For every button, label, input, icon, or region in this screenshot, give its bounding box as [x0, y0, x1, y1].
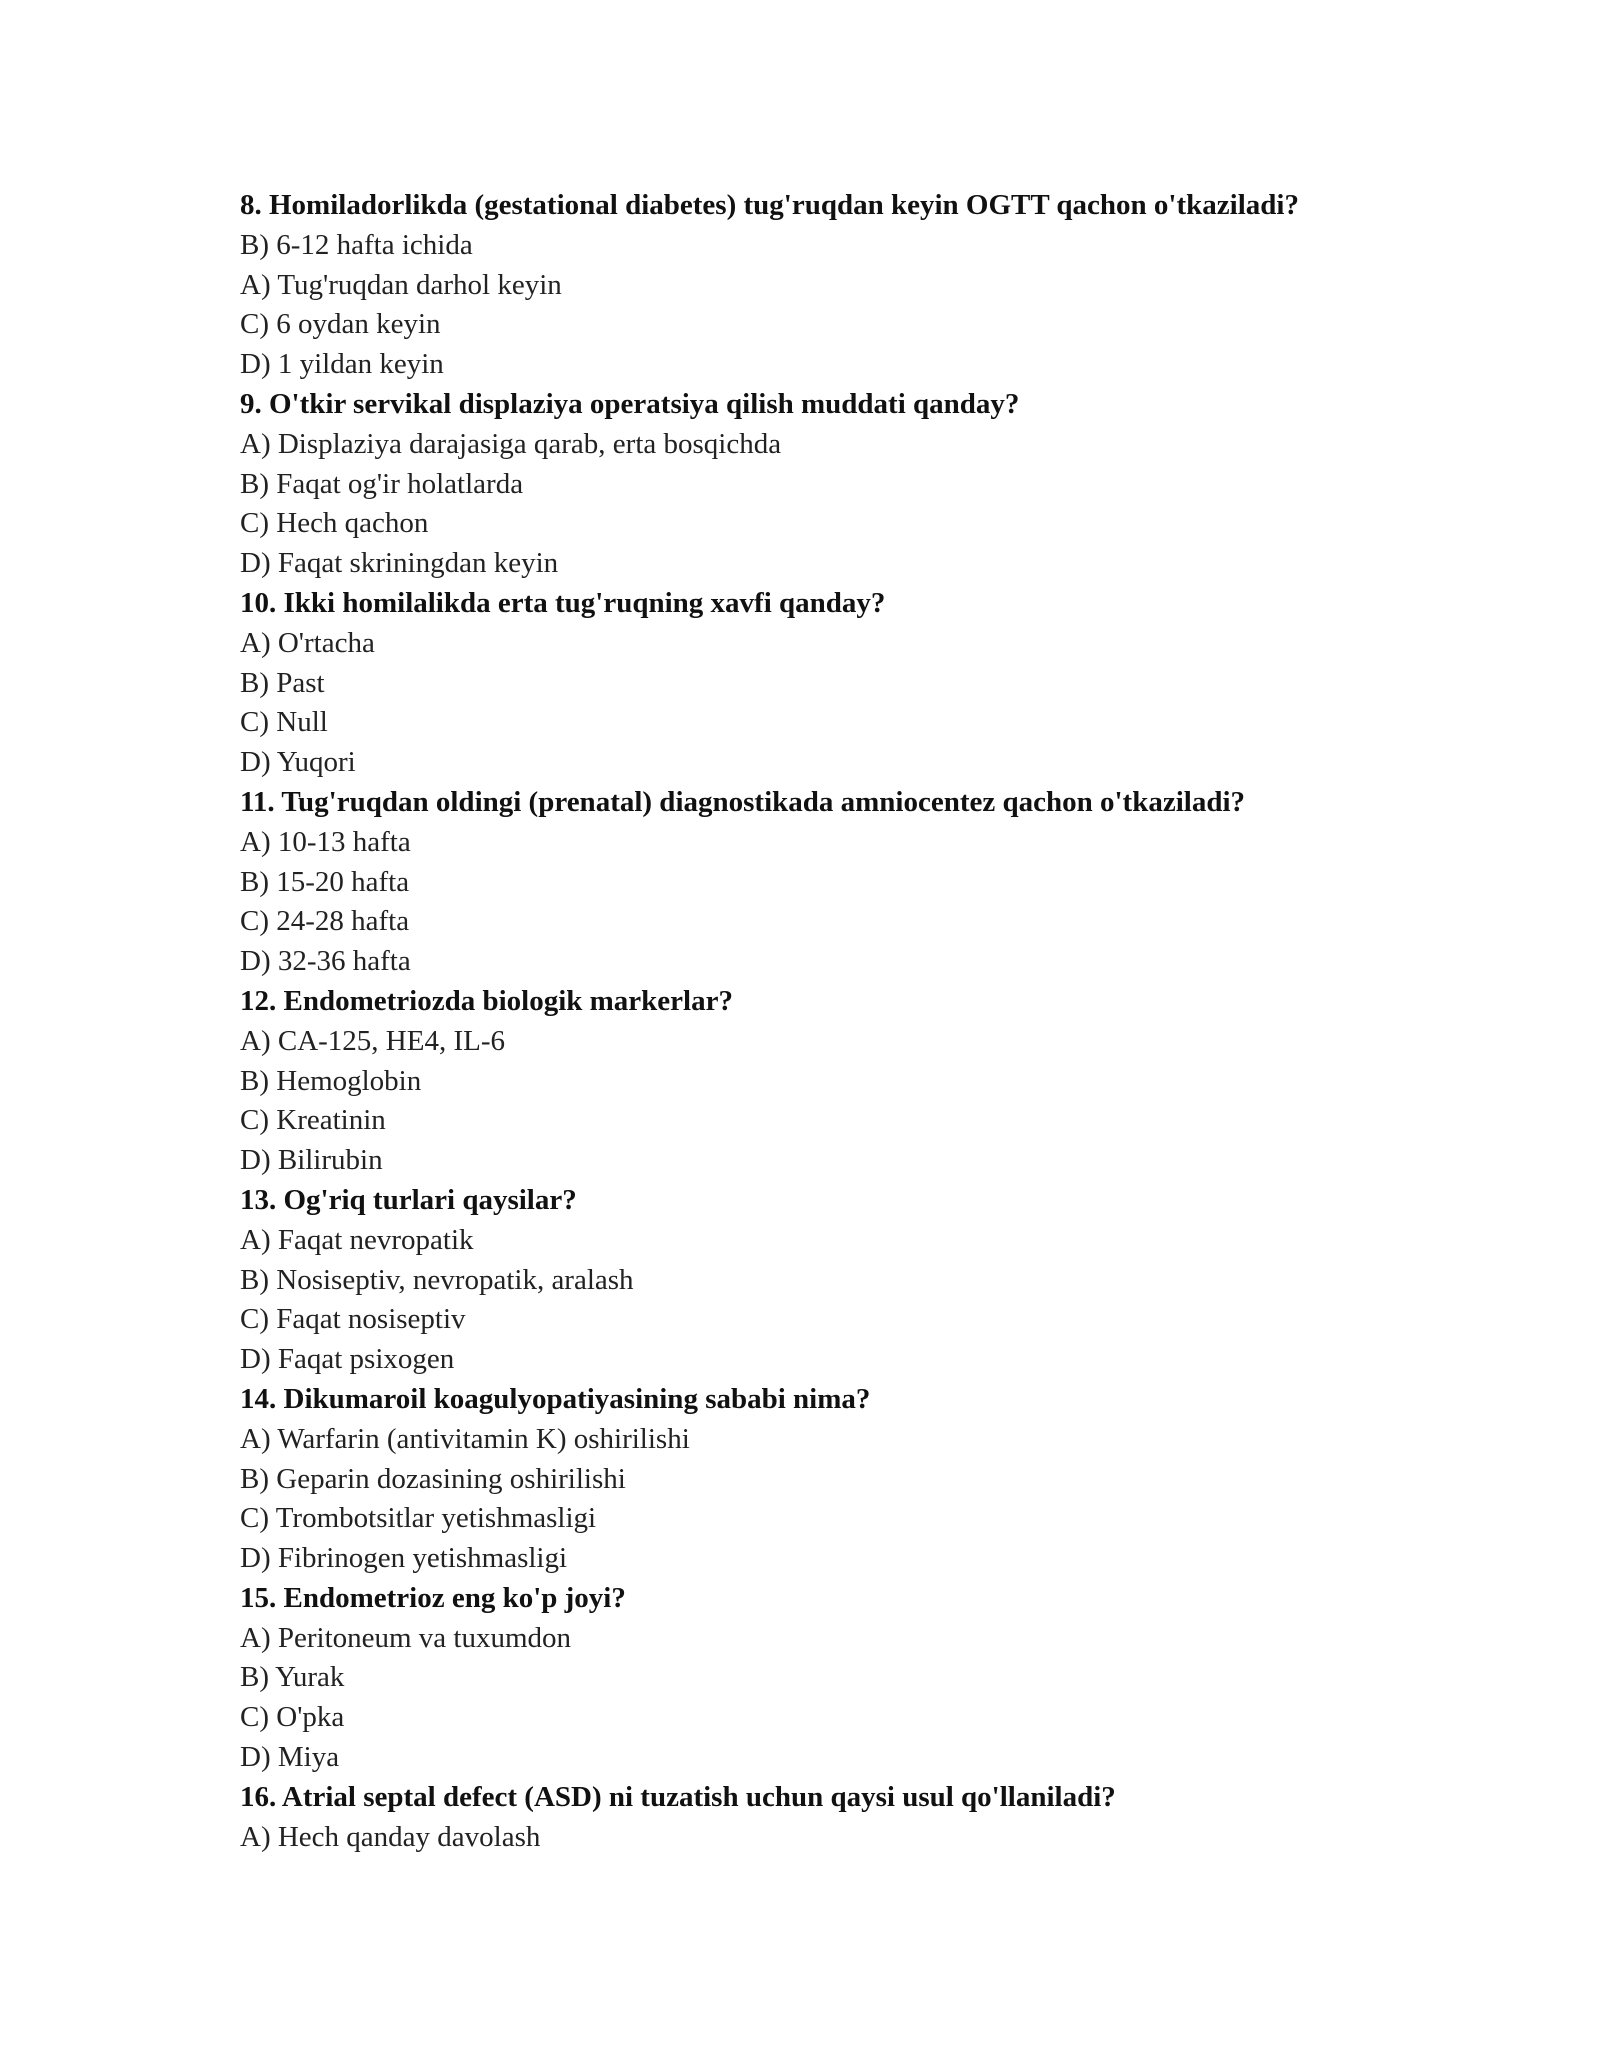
answer-option: D) 32-36 hafta — [240, 945, 411, 978]
answer-option: A) 10-13 hafta — [240, 825, 411, 858]
question-block — [240, 1380, 1420, 1579]
question-block — [240, 186, 1420, 385]
answer-option: C) Faqat nosiseptiv — [240, 1303, 466, 1336]
answer-option: D) Yuqori — [240, 746, 356, 779]
answer-option: A) CA-125, HE4, IL-6 — [240, 1024, 505, 1057]
answer-option: B) Nosiseptiv, nevropatik, aralash — [240, 1263, 634, 1296]
answer-option: C) 6 oydan keyin — [240, 308, 441, 341]
answer-option: C) 24-28 hafta — [240, 905, 410, 938]
question-text: 11. Tug'ruqdan oldingi (prenatal) diagnostikada amniocentez qachon o'tkaziladi? — [240, 785, 1246, 818]
answer-option: A) Hech qanday davolash — [240, 1820, 541, 1853]
question-text: 9. O'tkir servikal displaziya operatsiya qilish muddati qanday? — [240, 387, 1020, 420]
answer-option: A) Displaziya darajasiga qarab, erta bosqichda — [240, 427, 782, 460]
question-text: 15. Endometrioz eng ko'p joyi? — [240, 1581, 626, 1614]
answer-option: C) Kreatinin — [240, 1104, 386, 1137]
question-text: 10. Ikki homilalikda erta tug'ruqning xavfi qanday? — [240, 586, 886, 619]
answer-option: D) Miya — [240, 1741, 340, 1774]
answer-option: D) Bilirubin — [240, 1144, 383, 1177]
answer-option: B) Yurak — [240, 1661, 345, 1694]
answer-option: A) O'rtacha — [240, 626, 375, 659]
question-text: 16. Atrial septal defect (ASD) ni tuzatish uchun qaysi usul qo'llaniladi? — [240, 1780, 1116, 1813]
answer-option: C) O'pka — [240, 1701, 345, 1734]
answer-option: B) Faqat og'ir holatlarda — [240, 467, 524, 500]
answer-option: C) Hech qachon — [240, 507, 429, 540]
answer-option: D) Fibrinogen yetishmasligi — [240, 1542, 568, 1575]
document-page — [240, 186, 1420, 1857]
question-block — [240, 385, 1420, 584]
answer-option: C) Null — [240, 706, 328, 739]
answer-option: D) Faqat skriningdan keyin — [240, 547, 559, 580]
answer-option: A) Tug'ruqdan darhol keyin — [240, 268, 562, 301]
answer-option: C) Trombotsitlar yetishmasligi — [240, 1502, 597, 1535]
answer-option: D) 1 yildan keyin — [240, 348, 444, 381]
question-block — [240, 584, 1420, 783]
answer-option: D) Faqat psixogen — [240, 1343, 455, 1376]
question-text: 8. Homiladorlikda (gestational diabetes) tug'ruqdan keyin OGTT qachon o'tkaziladi? — [240, 189, 1299, 221]
question-text: 12. Endometriozda biologik markerlar? — [240, 984, 733, 1017]
answer-option: B) Hemoglobin — [240, 1064, 422, 1097]
question-block — [240, 1579, 1420, 1778]
question-text: 14. Dikumaroil koagulyopatiyasining sababi nima? — [240, 1382, 871, 1415]
answer-option: A) Faqat nevropatik — [240, 1223, 474, 1256]
answer-option: B) Geparin dozasining oshirilishi — [240, 1462, 626, 1495]
question-block — [240, 982, 1420, 1181]
answer-option: B) Past — [240, 666, 325, 699]
question-block — [240, 1181, 1420, 1380]
answer-option: A) Peritoneum va tuxumdon — [240, 1621, 572, 1654]
answer-option: A) Warfarin (antivitamin K) oshirilishi — [240, 1422, 690, 1455]
answer-option: B) 6-12 hafta ichida — [240, 228, 473, 261]
question-text: 13. Og'riq turlari qaysilar? — [240, 1183, 577, 1216]
question-block — [240, 783, 1420, 982]
answer-option: B) 15-20 hafta — [240, 865, 410, 898]
question-block — [240, 1778, 1420, 1858]
